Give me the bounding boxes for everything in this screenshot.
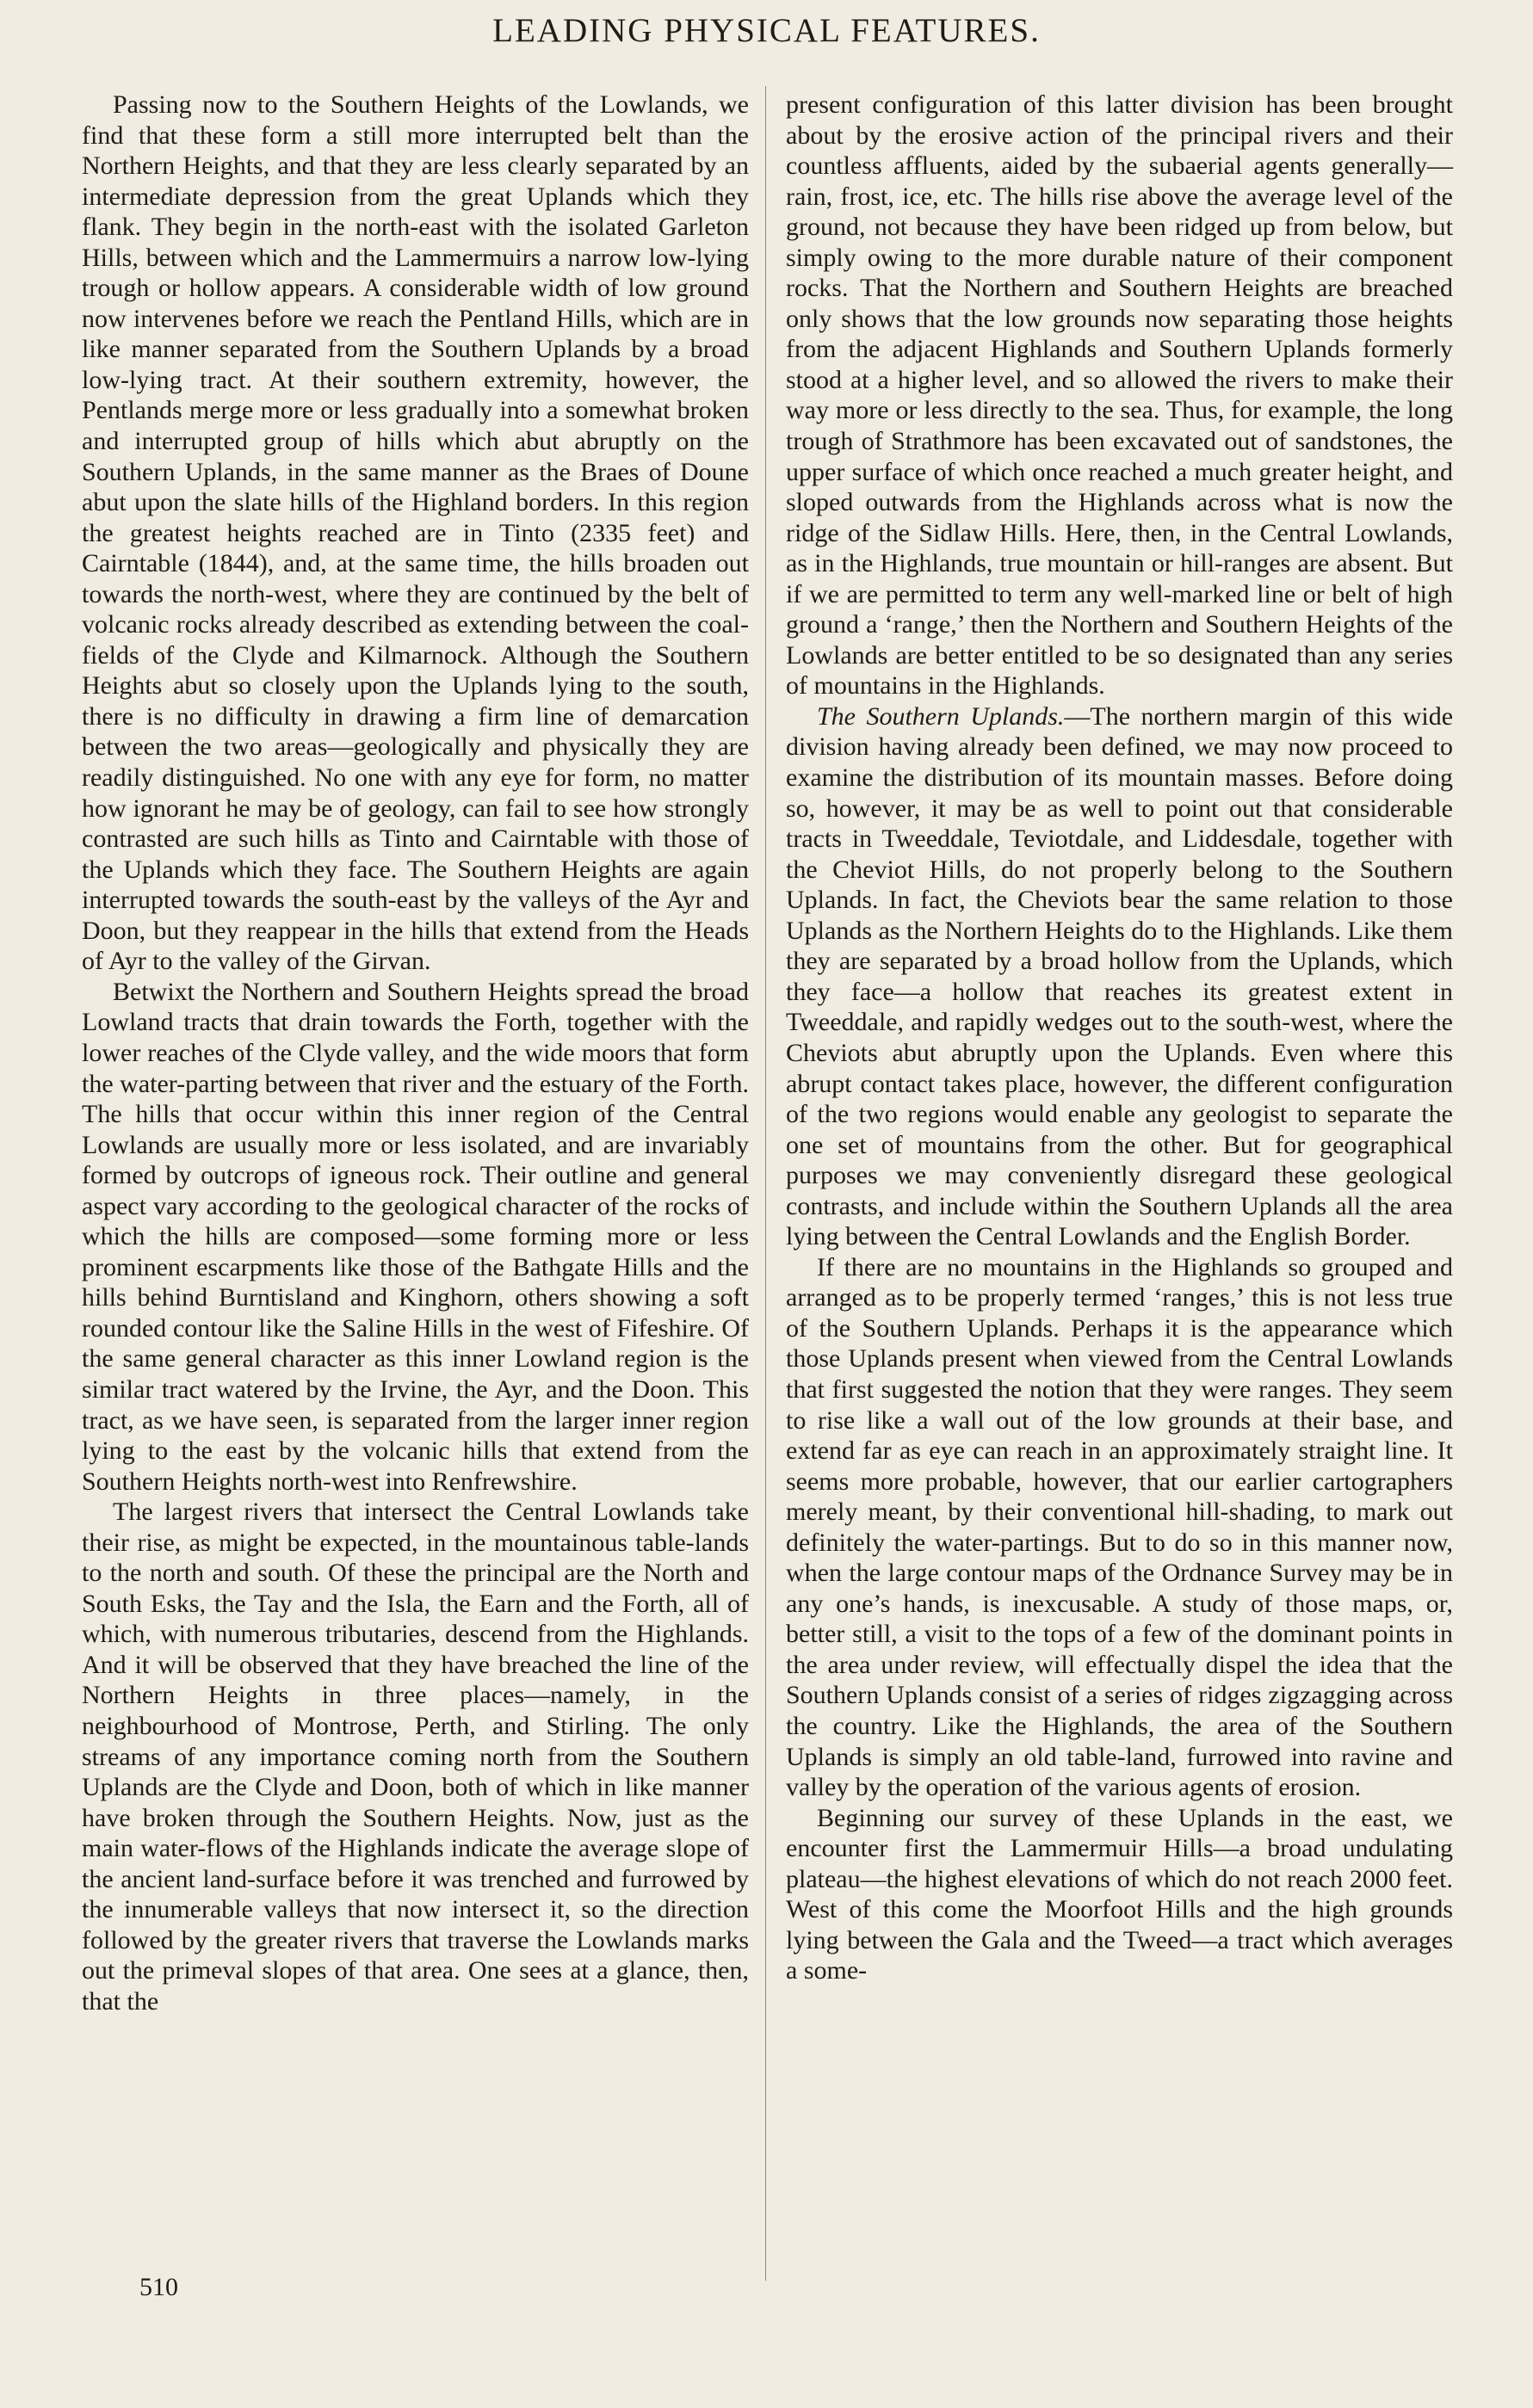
paragraph-lowland-tracts: Betwixt the Northern and Southern Heights spread the broad Lowland tracts that drain towards the Forth, together with the lower reaches of the Clyde valley, and the wide moors that form the water-parting between that river and the estuary of the Forth. The hills that occur within this inner region of the Central Lowlands are usually more or less isolated, and are invariably formed by outcrops of igneous rock. Their outline and general aspect vary according to the geological character of the rocks of which the hills are composed—some forming more or less prominent escarpments like those of the Bathgate Hills and the hills behind Burntisland and Kinghorn, others showing a soft rounded contour like the Saline Hills in the west of Fifeshire. Of the same general character as this inner Lowland region is the similar tract watered by the Irvine, the Ayr, and the Doon. This tract, as we have seen, is separated from the larger inner region lying to the east by the volcanic hills that extend from the Southern Heights north-west into Renfrewshire. xyxy=(82,977,749,1496)
column-divider xyxy=(765,86,766,2281)
paragraph-largest-rivers: The largest rivers that intersect the Central Lowlands take their rise, as might be expected, in the mountainous table-lands to the north and south. Of these the principal are the North and South Esks, the Tay and the Isla, the Earn and the Forth, all of which, with numerous tributaries, descend from the Highlands. And it will be observed that they have breached the line of the Northern Heights in three places—namely, in the neighbourhood of Montrose, Perth, and Stirling. The only streams of any importance coming north from the Southern Uplands are the Clyde and Doon, both of which in like manner have broken through the Southern Heights. Now, just as the main water-flows of the Highlands indicate the average slope of the ancient land-surface before it was trenched and furrowed by the innumerable valleys that now intersect it, so the direction followed by the greater rivers that traverse the Lowlands marks out the primeval slopes of that area. One sees at a glance, then, that the xyxy=(82,1497,749,2016)
paragraph-southern-uplands xyxy=(786,701,1453,1252)
running-header: LEADING PHYSICAL FEATURES. xyxy=(492,12,1041,49)
paragraph-configuration: present configuration of this latter division has been brought about by the erosive action of the principal rivers and their countless affluents, aided by the subaerial agents generally—rain, frost, ice, etc. The hills rise above the average level of the ground, not because they have been ridged up from below, but simply owing to the more durable nature of their component rocks. That the Northern and Southern Heights are breached only shows that the low grounds now separating those heights from the adjacent Highlands and Southern Uplands formerly stood at a higher level, and so allowed the rivers to make their way more or less directly to the sea. Thus, for example, the long trough of Strathmore has been excavated out of sandstones, the upper surface of which once reached a much greater height, and sloped outwards from the Highlands across what is now the ridge of the Sidlaw Hills. Here, then, in the Central Lowlands, as in the Highlands, true mountain or hill-ranges are absent. But if we are permitted to term any well-marked line or belt of high ground a ‘range,’ then the Northern and Southern Heights of the Lowlands are better entitled to be so designated than any series of mountains in the Highlands. xyxy=(786,90,1453,701)
section-title-southern-uplands: The Southern Uplands. xyxy=(817,701,1065,731)
paragraph-southern-uplands-text: —The northern margin of this wide division having already been defined, we may now proceed to examine the distribution of its mountain masses. Before doing so, however, it may be as well to point out that considerable tracts in Tweeddale, Teviotdale, and Liddesdale, together with the Cheviot Hills, do not properly belong to the Southern Uplands. In fact, the Cheviots bear the same relation to those Uplands as the Northern Heights do to the Highlands. Like them they are separated by a broad hollow from the Uplands, which they face—a hollow that reaches its greatest extent in Tweeddale, and rapidly wedges out to the south-west, where the Cheviots abut abruptly upon the Uplands. Even where this abrupt contact takes place, however, the different configuration of the two regions would enable any geologist to separate the one set of mountains from the other. But for geographical purposes we may conveniently disregard these geological contrasts, and include within the Southern Uplands all the area lying between the Central Lowlands and the English Border. xyxy=(786,701,1454,1251)
left-column xyxy=(82,90,749,2016)
page-number: 510 xyxy=(139,2273,178,2301)
right-column xyxy=(786,90,1453,1986)
paragraph-survey-east: Beginning our survey of these Uplands in the east, we encounter first the Lammermuir Hills—a broad undulating plateau—the highest elevations of which do not reach 2000 feet. West of this come the Moorfoot Hills and the high grounds lying between the Gala and the Tweed—a tract which averages a some- xyxy=(786,1803,1453,1985)
paragraph-southern-heights: Passing now to the Southern Heights of the Lowlands, we find that these form a still more interrupted belt than the Northern Heights, and that they are less clearly separated by an intermediate depression from the great Uplands which they flank. They begin in the north-east with the isolated Garleton Hills, between which and the Lammermuirs a narrow low-lying trough or hollow appears. A considerable width of low ground now intervenes before we reach the Pentland Hills, which are in like manner separated from the Southern Uplands by a broad low-lying tract. At their southern extremity, however, the Pentlands merge more or less gradually into a somewhat broken and interrupted group of hills which abut abruptly on the Southern Uplands, in the same manner as the Braes of Doune abut upon the slate hills of the Highland borders. In this region the greatest heights reached are in Tinto (2335 feet) and Cairntable (1844), and, at the same time, the hills broaden out towards the north-west, where they are continued by the belt of volcanic rocks already described as extending between the coal-fields of the Clyde and Kilmarnock. Although the Southern Heights abut so closely upon the Uplands lying to the south, there is no difficulty in drawing a firm line of demarcation between the two areas—geologically and physically they are readily distinguished. No one with any eye for form, no matter how ignorant he may be of geology, can fail to see how strongly contrasted are such hills as Tinto and Cairntable with those of the Uplands which they face. The Southern Heights are again interrupted towards the south-east by the valleys of the Ayr and Doon, but they reappear in the hills that extend from the Heads of Ayr to the valley of the Girvan. xyxy=(82,90,749,976)
paragraph-no-ranges: If there are no mountains in the Highlands so grouped and arranged as to be properly termed ‘ranges,’ this is not less true of the Southern Uplands. Perhaps it is the appearance which those Uplands present when viewed from the Central Lowlands that first suggested the notion that they were ranges. They seem to rise like a wall out of the low grounds at their base, and extend far as eye can reach in an approximately straight line. It seems more probable, however, that our earlier cartographers merely meant, by their conventional hill-shading, to mark out definitely the water-partings. But to do so in this manner now, when the large contour maps of the Ordnance Survey may be in any one’s hands, is inexcusable. A study of those maps, or, better still, a visit to the tops of a few of the dominant points in the area under review, will effectually dispel the idea that the Southern Uplands consist of a series of ridges zigzagging across the country. Like the Highlands, the area of the Southern Uplands is simply an old table-land, furrowed into ravine and valley by the operation of the various agents of erosion. xyxy=(786,1252,1453,1802)
